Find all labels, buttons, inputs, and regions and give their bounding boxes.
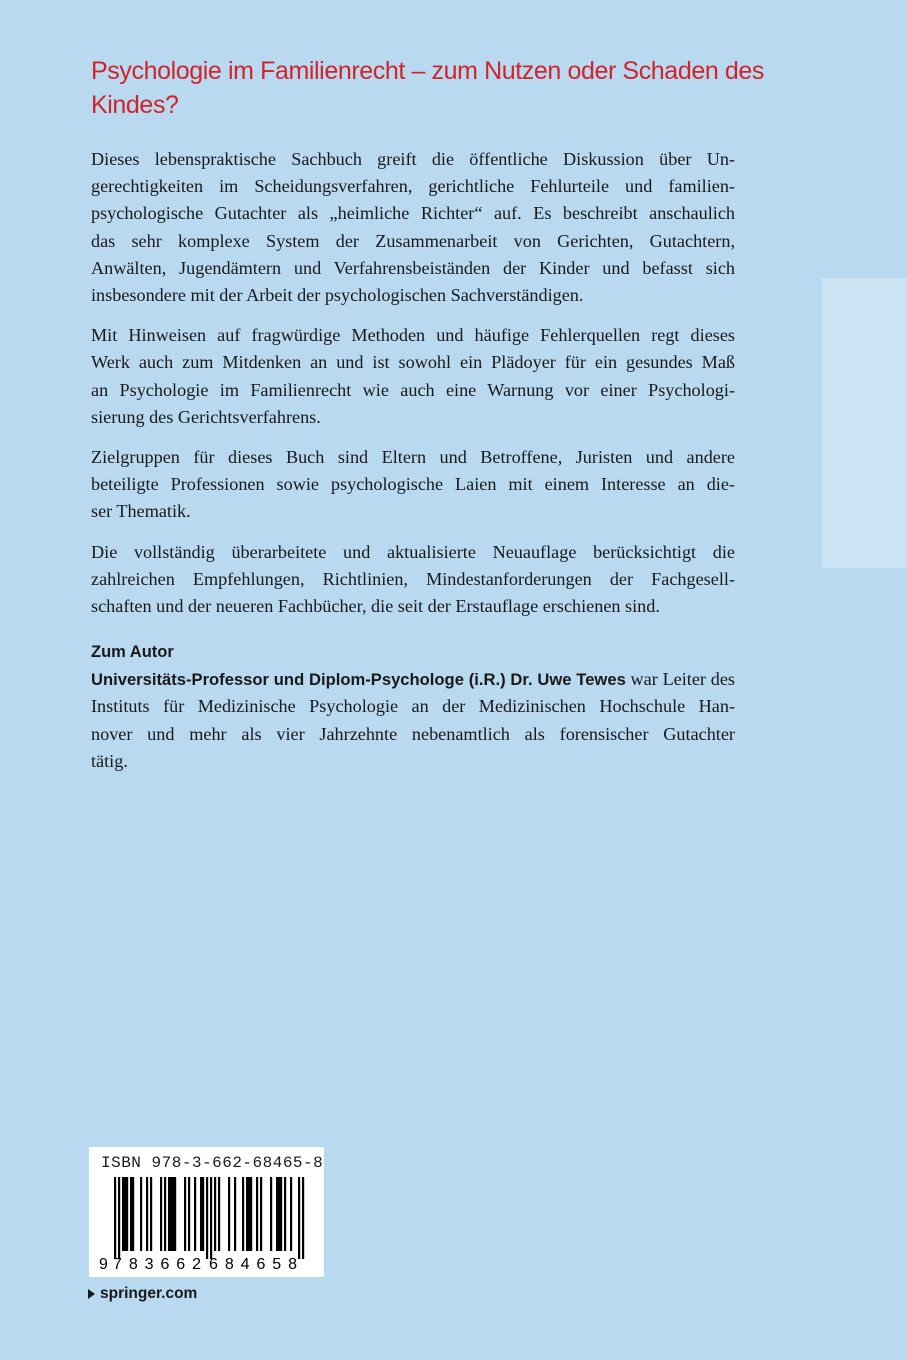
text-line: Anwälten, Jugendämtern und Verfahrensbeiständen der Kinder und befasst sich [91,257,735,278]
text-line [91,666,735,693]
author-bio-line-1-rest: war Leiter des [625,669,735,690]
barcode-bar [150,1177,152,1251]
barcode-bar [228,1177,230,1251]
text-line: Zielgruppen für dieses Buch sind Eltern und Betroffene, Juristen und andere [91,447,735,468]
triangle-arrow-icon [88,1289,95,1299]
text-line: insbesondere mit der Arbeit der psychologischen Sachverständigen. [91,285,584,306]
barcode-bar [256,1177,258,1251]
barcode-bar [280,1177,282,1251]
barcode-bar [242,1177,244,1251]
text-line: gerechtigkeiten im Scheidungsverfahren, gerichtliche Fehlurteile und familien- [91,176,735,197]
barcode-bar [206,1177,208,1259]
barcode-bars [89,1147,324,1277]
text-line: an Psychologie im Familienrecht wie auch eine Warnung vor einer Psychologi- [91,379,735,400]
barcode-bar [164,1177,166,1251]
text-line: Instituts für Medizinische Psychologie an der Medizinischen Hochschule Han- [91,696,735,717]
barcode-bar [276,1177,278,1251]
barcode-bar [284,1177,286,1251]
isbn-label: ISBN 978-3-662-68465-8 [101,1154,324,1172]
publisher-link[interactable] [88,1285,197,1303]
barcode-bar [124,1177,126,1251]
blurb-text [91,146,735,788]
barcode-bar [168,1177,170,1251]
barcode-bar [118,1177,120,1259]
text-line: tätig. [91,750,128,771]
barcode-bar [202,1177,204,1251]
barcode-bar [132,1177,134,1251]
barcode-bar [270,1177,272,1251]
barcode-digit-group-1: 9 [99,1256,108,1273]
barcode-digit-group-2: 783662 [113,1256,201,1273]
publisher-link-text: springer.com [100,1285,198,1302]
barcode-bar [246,1177,248,1251]
barcode-bar [170,1177,172,1251]
text-line: das sehr komplexe System der Zusammenarbeit von Gerichten, Gutachtern, [91,230,735,251]
barcode-bar [234,1177,236,1251]
author-bio [91,666,735,775]
text-line: psychologische Gutachter als „heimliche Richter“ auf. Es beschreibt anschaulich [91,203,735,224]
barcode-bar [146,1177,148,1251]
back-cover-headline [91,54,771,122]
text-line: ser Thematik. [91,501,191,522]
barcode-bar [122,1177,124,1251]
barcode-bar [130,1177,132,1251]
blurb-paragraph-2 [91,322,735,431]
blurb-paragraph-1 [91,146,735,309]
barcode-bar [278,1177,280,1251]
barcode-bar [200,1177,202,1251]
blurb-paragraph-3 [91,444,735,526]
barcode-bar [302,1177,304,1259]
isbn-barcode [89,1147,324,1277]
cover-edge-strip [822,278,907,568]
barcode-bar [248,1177,250,1251]
text-line: Dieses lebenspraktische Sachbuch greift die öffentliche Diskussion über Un- [91,149,735,169]
headline-line-2: Kindes? [91,91,179,119]
barcode-bar [174,1177,176,1251]
author-name: Universitäts-Professor und Diplom-Psychologe (i.R.) Dr. Uwe Tewes [91,670,626,690]
barcode-bar [114,1177,116,1259]
text-line: nover und mehr als vier Jahrzehnte nebenamtlich als forensischer Gutachter [91,723,735,744]
text-line: Die vollständig überarbeitete und aktualisierte Neuauflage berücksichtigt die [91,541,735,562]
barcode-bar [194,1177,196,1251]
barcode-bar [160,1177,162,1251]
blurb-paragraph-4 [91,539,735,621]
barcode-bar [172,1177,174,1251]
barcode-bar [210,1177,212,1259]
barcode-bar [140,1177,142,1251]
barcode-bar [250,1177,252,1251]
headline-line-1: Psychologie im Familienrecht – zum Nutzen oder Schaden des [91,57,764,85]
text-line: Mit Hinweisen auf fragwürdige Methoden und häufige Fehlerquellen regt dieses [91,325,735,346]
author-heading: Zum Autor [91,643,174,662]
barcode-bar [214,1177,216,1251]
barcode-bar [290,1177,292,1251]
text-line: beteiligte Professionen sowie psychologische Laien mit einem Interesse an die- [91,474,735,495]
barcode-bar [188,1177,190,1251]
text-line: Werk auch zum Mitdenken an und ist sowohl ein Plädoyer für ein gesundes Maß [91,352,735,373]
text-line: sierung des Gerichtsverfahrens. [91,406,321,427]
barcode-bar [184,1177,186,1251]
barcode-digit-group-3: 684658 [209,1256,297,1273]
barcode-bar [126,1177,128,1251]
barcode-bar [260,1177,262,1251]
text-line: zahlreichen Empfehlungen, Richtlinien, Mindestanforderungen der Fachgesell- [91,568,735,589]
barcode-bar [298,1177,300,1259]
barcode-bar [218,1177,220,1251]
text-line: schaften und der neueren Fachbücher, die seit der Erstauflage erschienen sind. [91,596,660,617]
